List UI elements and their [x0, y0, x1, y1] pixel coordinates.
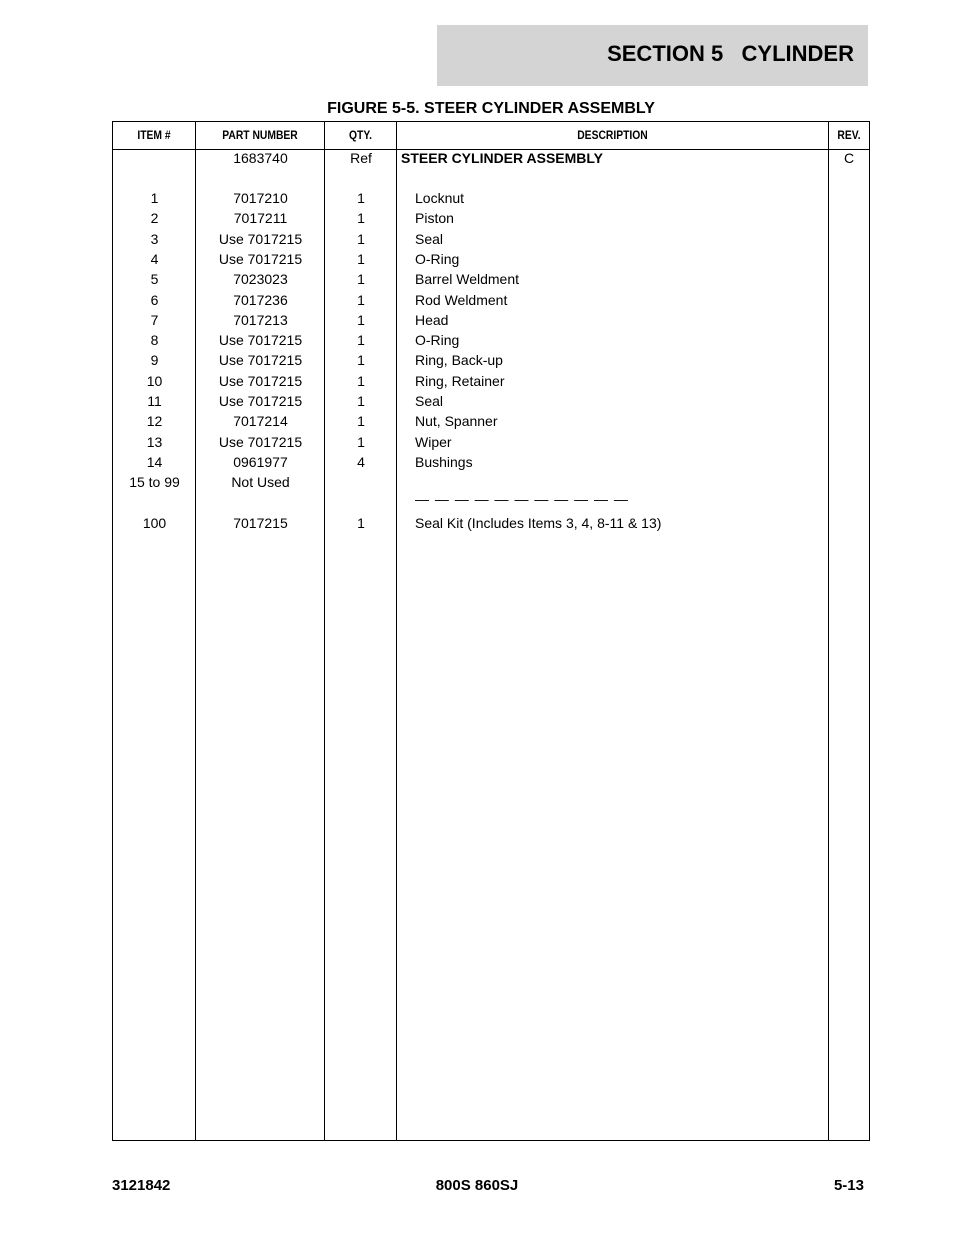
column-header-description: DESCRIPTION [577, 128, 648, 142]
quantity: 1 [357, 210, 365, 227]
item-number: 14 [146, 453, 163, 470]
item-number: 5 [150, 271, 159, 288]
table-row [113, 290, 869, 310]
description: Seal [415, 393, 444, 409]
item-number: 8 [150, 332, 159, 349]
part-number: 0961977 [233, 453, 288, 470]
footer-page-number: 5-13 [833, 1177, 864, 1194]
part-number: 7017213 [233, 311, 288, 328]
description: Ring, Back-up [415, 352, 503, 369]
part-number: 7017210 [233, 190, 288, 206]
table-row [113, 330, 869, 350]
column-header-rev: REV. [837, 128, 861, 142]
quantity: 1 [357, 190, 365, 206]
item-number: 1 [150, 190, 159, 206]
description: O-Ring [415, 250, 460, 267]
quantity: 1 [357, 250, 365, 267]
table-row [113, 188, 869, 208]
item-number: 11 [147, 393, 162, 409]
table-row [113, 432, 869, 452]
part-number: Use 7017215 [218, 332, 303, 349]
part-number: Use 7017215 [218, 250, 303, 267]
part-number: 7023023 [233, 271, 288, 288]
quantity: 1 [357, 332, 365, 349]
part-number: 7017236 [233, 291, 288, 308]
parts-table [112, 121, 870, 1141]
part-number: Use 7017215 [218, 352, 303, 369]
table-row [113, 249, 869, 269]
quantity: 1 [357, 311, 365, 328]
table-row [113, 229, 869, 249]
part-number: 7017215 [233, 515, 288, 531]
item-number: 10 [146, 372, 163, 389]
item-number: 2 [150, 210, 159, 227]
description: Wiper [415, 433, 452, 450]
part-number: Not Used [231, 474, 290, 491]
description: Barrel Weldment [415, 271, 520, 288]
description: Rod Weldment [415, 291, 508, 308]
assembly-row [113, 148, 869, 168]
quantity: 1 [357, 393, 365, 409]
description: Seal [415, 230, 444, 247]
item-number: 7 [150, 311, 159, 328]
column-header-qty: QTY. [349, 128, 372, 142]
part-number: Use 7017215 [218, 393, 303, 409]
item-number: 4 [150, 250, 159, 267]
description: Ring, Retainer [415, 372, 505, 389]
table-row [113, 391, 869, 411]
item-number: 6 [150, 291, 159, 308]
assembly-description: STEER CYLINDER ASSEMBLY [401, 150, 603, 166]
table-row [113, 310, 869, 330]
table-row [113, 472, 869, 492]
quantity: 1 [357, 230, 365, 247]
description: Locknut [415, 190, 465, 206]
column-header-item: ITEM # [137, 128, 171, 142]
part-number: 1683740 [233, 150, 288, 166]
quantity: 1 [357, 271, 365, 288]
quantity: 1 [357, 291, 365, 308]
table-row [113, 452, 869, 472]
figure-title: FIGURE 5-5. STEER CYLINDER ASSEMBLY [327, 100, 655, 117]
description: Head [415, 311, 449, 328]
revision: C [843, 150, 855, 166]
part-number: Use 7017215 [218, 230, 303, 247]
item-number: 12 [146, 413, 163, 430]
item-number: 100 [142, 515, 167, 531]
table-row [113, 411, 869, 431]
kit-row [113, 513, 869, 533]
quantity: 1 [357, 515, 365, 531]
footer-model: 800S 860SJ [435, 1177, 519, 1194]
item-number: 3 [150, 230, 159, 247]
quantity: 1 [357, 433, 365, 450]
description: Piston [415, 210, 454, 227]
quantity: 1 [357, 413, 365, 430]
quantity: Ref [350, 150, 372, 166]
table-row [113, 208, 869, 228]
item-number: 13 [146, 433, 163, 450]
part-number: Use 7017215 [218, 372, 303, 389]
section-title: SECTION 5 CYLINDER [607, 41, 854, 66]
column-header-part-number: PART NUMBER [222, 128, 298, 142]
description: Bushings [415, 453, 473, 470]
part-number: 7017214 [233, 413, 288, 430]
footer-doc-number: 3121842 [112, 1177, 171, 1194]
description: O-Ring [415, 332, 460, 349]
quantity: 1 [357, 352, 365, 369]
item-number: 15 to 99 [129, 474, 180, 491]
quantity: 4 [357, 453, 365, 470]
table-row [113, 269, 869, 289]
quantity: 1 [357, 372, 365, 389]
description: Seal Kit (Includes Items 3, 4, 8-11 & 13) [415, 515, 662, 531]
part-number: Use 7017215 [218, 433, 303, 450]
divider-dashes: — — — — — — — — — — — [415, 491, 629, 507]
section-header [437, 25, 868, 86]
part-number: 7017211 [233, 210, 288, 227]
description: Nut, Spanner [415, 413, 498, 430]
table-row [113, 350, 869, 370]
table-row [113, 371, 869, 391]
item-number: 9 [150, 352, 159, 369]
